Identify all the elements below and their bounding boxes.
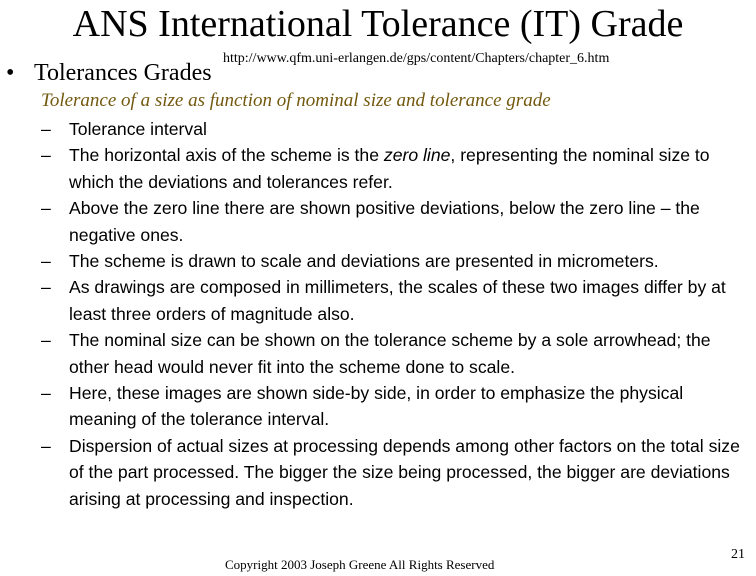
slide-title: ANS International Tolerance (IT) Grade: [72, 3, 684, 45]
item-text: Dispersion of actual sizes at processing depends among other factors on the total size of the part processed. The bigger the size being processed, the bigger are deviations arising at processing and inspection.: [69, 435, 740, 509]
item-text: As drawings are composed in millimeters, the scales of these two images differ by at least three orders of magnitude also.: [69, 277, 726, 324]
item-text-tail: , representing the nominal size to which the deviations and tolerances refer.: [69, 145, 710, 192]
page-number: 21: [731, 547, 745, 562]
item-text: The horizontal axis of the scheme is the: [69, 145, 384, 166]
bullet-tolerances-grades: [6, 55, 212, 91]
item-text: The nominal size can be shown on the tolerance scheme by a sole arrowhead; the other head would never fit into the scheme done to scale.: [69, 330, 711, 377]
dash-marker: –: [41, 145, 51, 166]
item-text: The scheme is drawn to scale and deviations are presented in micrometers.: [69, 251, 659, 272]
item-text: Here, these images are shown side-by side, in order to emphasize the physical meaning of the tolerance interval.: [69, 383, 684, 430]
item-text: Tolerance interval: [69, 119, 207, 139]
dash-list: [41, 116, 753, 512]
list-item: [41, 142, 753, 195]
list-item: [41, 433, 753, 512]
list-item: [41, 116, 753, 142]
item-emphasis: zero line: [383, 145, 451, 166]
source-url: http://www.qfm.uni-erlangen.de/gps/content/Chapters/chapter_6.htm: [223, 51, 610, 66]
bullet-dot-icon: •: [6, 60, 15, 86]
dash-marker: –: [41, 383, 51, 404]
dash-marker: –: [41, 251, 51, 272]
list-item: [41, 380, 753, 433]
dash-marker: –: [41, 277, 51, 298]
item-text: Above the zero line there are shown positive deviations, below the zero line – the negative ones.: [69, 198, 700, 245]
dash-marker: –: [41, 119, 51, 139]
subheading: Tolerance of a size as function of nominal size and tolerance grade: [41, 90, 551, 111]
list-item: [41, 248, 753, 274]
copyright-footer: Copyright 2003 Joseph Greene All Rights Reserved: [225, 557, 495, 572]
list-item: [41, 195, 753, 248]
bullet-text: Tolerances Grades: [34, 60, 212, 86]
list-item: [41, 327, 753, 380]
list-item: [41, 274, 753, 327]
dash-marker: –: [41, 435, 51, 456]
dash-marker: –: [41, 198, 51, 219]
dash-marker: –: [41, 330, 51, 351]
